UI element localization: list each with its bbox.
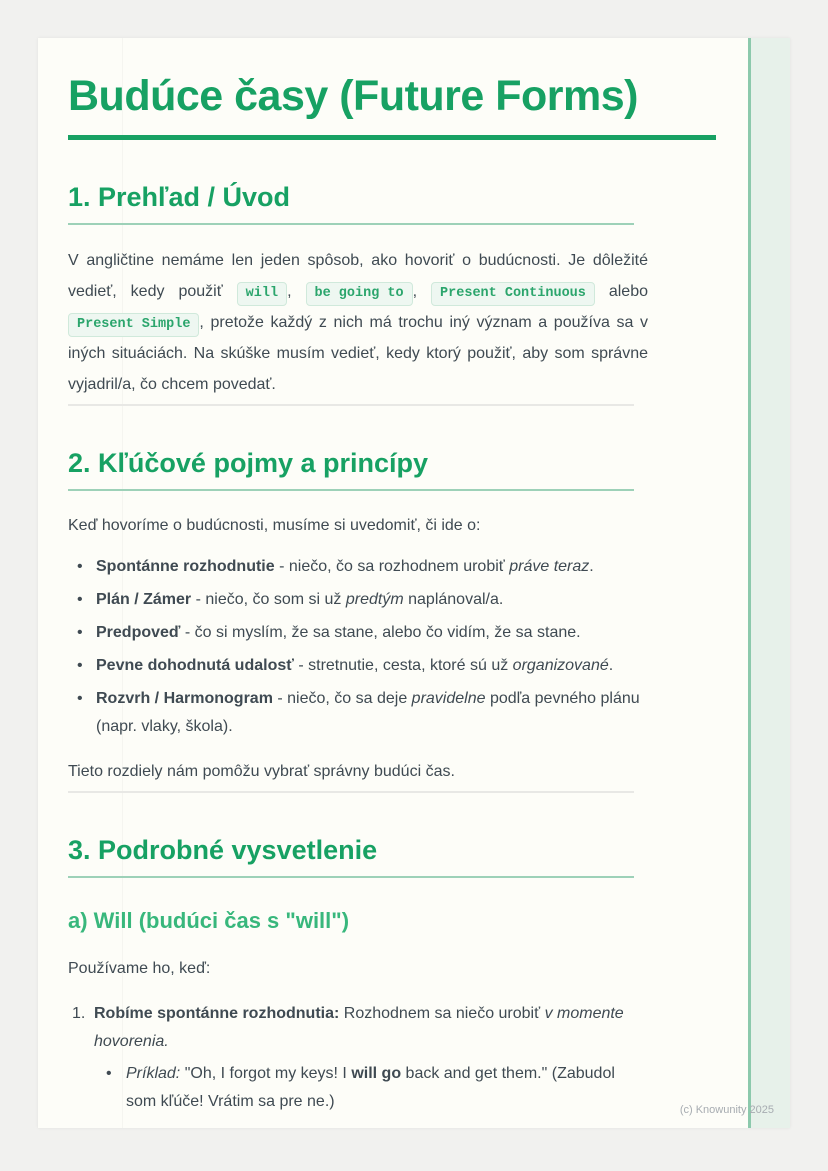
copyright-footer: (c) Knowunity 2025 (679, 1104, 774, 1116)
text-run: back and get them." (Zabudol som kľúče! Vrátim sa pre ne.) (126, 1065, 615, 1111)
section-divider (68, 404, 634, 406)
text-run: - niečo, čo som si už (191, 591, 346, 609)
section-overview (68, 180, 790, 400)
concepts-list (68, 553, 648, 741)
text-run: Predpoveď (96, 624, 181, 642)
list-item-prediction (68, 619, 648, 647)
section-explanation (68, 833, 790, 1116)
text-run: "Oh, I forgot my keys! I (180, 1065, 352, 1083)
text-run: naplánoval/a. (403, 591, 504, 609)
document-title: Budúce časy (Future Forms) (68, 72, 638, 120)
will-usage-list (68, 1000, 648, 1116)
text-run: Present Simple (68, 313, 199, 337)
section-divider (68, 791, 634, 793)
text-run: Rozhodnem sa niečo urobiť (339, 1005, 545, 1023)
will-lead-text: Používame ho, keď: (68, 960, 211, 978)
text-run: . (589, 558, 594, 576)
text-run: v momente hovorenia. (94, 1005, 624, 1051)
list-item-fixed-arrangement (68, 652, 648, 680)
text-run: pravidelne (411, 690, 486, 708)
text-run: Robíme spontánne rozhodnutia: (94, 1005, 340, 1023)
list-item-timetable (68, 685, 648, 741)
list-item-spontaneous-decision (68, 553, 648, 581)
text-run: . (608, 657, 614, 675)
section-3-heading: 3. Podrobné vysvetlenie (68, 833, 634, 878)
title-underline-rule (68, 135, 716, 140)
concepts-lead-text: Keď hovoríme o budúcnosti, musíme si uvedomiť, či ide o: (68, 517, 481, 535)
text-run: predtým (345, 591, 404, 609)
text-run: V angličtine nemáme len jeden spôsob, ako hovoriť o budúcnosti. Je dôležité vedieť, kedy použiť (68, 252, 648, 301)
text-run: , pretože každý z nich má trochu iný význam a používa sa v iných situáciách. Na skúške musím vedieť, kedy ktorý použiť, aby som správne vyjadril/a, čo chcem povedať. (68, 314, 648, 394)
text-run: podľa pevného plánu (napr. vlaky, škola). (96, 690, 640, 736)
text-run: organizované (512, 657, 609, 675)
text-run: Príklad: (126, 1065, 181, 1083)
example-item (104, 1060, 648, 1116)
text-run: , (412, 283, 432, 301)
subsection-will-heading: a) Will (budúci čas s "will") (68, 908, 350, 934)
numbered-item-spontaneous (68, 1000, 648, 1116)
text-run: be going to (306, 282, 413, 306)
text-run: práve teraz (509, 558, 590, 576)
text-run: - niečo, čo sa rozhodnem urobiť (274, 558, 510, 576)
section-concepts (68, 446, 790, 787)
page-content (68, 72, 790, 1116)
text-run: will (237, 282, 287, 306)
concepts-outro-text: Tieto rozdiely nám pomôžu vybrať správny budúci čas. (68, 763, 455, 781)
text-run: Rozvrh / Harmonogram (96, 690, 273, 708)
example-list (94, 1060, 648, 1116)
list-number: 1. (72, 1005, 86, 1023)
text-run: - stretnutie, cesta, ktoré sú už (293, 657, 513, 675)
text-run: Spontánne rozhodnutie (96, 558, 275, 576)
text-run: Pevne dohodnutá udalosť (96, 657, 294, 675)
text-run: Plán / Zámer (96, 591, 192, 609)
section-2-heading: 2. Kľúčové pojmy a princípy (68, 446, 634, 491)
numbered-item-text (94, 1005, 624, 1050)
text-run: , (287, 283, 306, 301)
list-item-plan-intention (68, 586, 648, 614)
section-1-heading: 1. Prehľad / Úvod (68, 180, 634, 225)
text-run: Present Continuous (431, 282, 595, 306)
intro-paragraph (68, 245, 648, 400)
text-run: - niečo, čo sa deje (272, 690, 412, 708)
text-run: - čo si myslím, že sa stane, alebo čo vidím, že sa stane. (180, 624, 581, 642)
text-run: will go (351, 1065, 402, 1083)
document-page (38, 38, 790, 1128)
text-run: alebo (594, 283, 648, 301)
